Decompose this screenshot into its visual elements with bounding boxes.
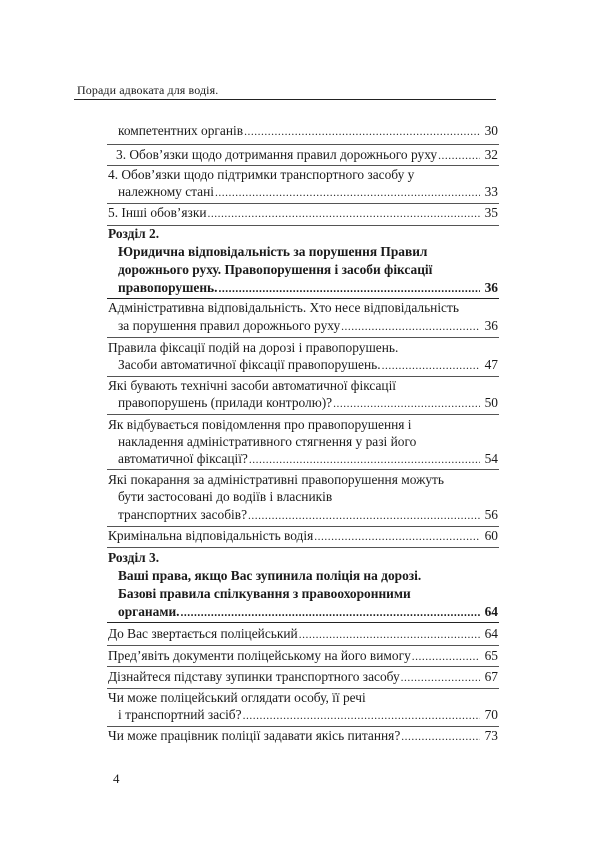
toc-entry-title: і транспортний засіб? xyxy=(118,707,242,722)
toc-entry-page: 36 xyxy=(484,318,498,333)
toc-entry-page: 30 xyxy=(484,123,498,138)
toc-entry[interactable] xyxy=(118,183,498,202)
entry-separator xyxy=(107,337,499,338)
leader-dots xyxy=(244,123,480,141)
leader-dots xyxy=(248,507,480,525)
leader-dots xyxy=(314,528,480,546)
toc-entry[interactable] xyxy=(108,625,498,644)
leader-dots xyxy=(299,626,480,644)
toc-entry-title: належному стані xyxy=(118,184,215,199)
leader-dots xyxy=(249,451,480,469)
entry-separator xyxy=(107,666,499,667)
section-2-title: Юридична відповідальність за порушення Правил xyxy=(118,244,428,259)
section-3-title: Ваші права, якщо Вас зупинила поліція на дорозі. xyxy=(118,568,422,583)
toc-entry-page: 56 xyxy=(484,507,498,522)
toc-entry-title: компетентних органів xyxy=(118,123,244,138)
toc-entry[interactable] xyxy=(118,122,498,141)
toc-entry-page: 73 xyxy=(484,728,498,743)
toc-entry[interactable] xyxy=(118,506,498,525)
toc-entry-line: 4. Обов’язки щодо підтримки транспортного засобу у xyxy=(108,167,415,182)
toc-entry[interactable] xyxy=(118,450,498,469)
toc-entry-page: 36 xyxy=(484,280,498,295)
leader-dots xyxy=(412,648,480,666)
toc-entry-page: 32 xyxy=(484,147,498,162)
header-rule xyxy=(74,99,496,100)
toc-entry-page: 47 xyxy=(484,357,498,372)
entry-separator xyxy=(107,225,499,226)
entry-separator xyxy=(107,469,499,470)
toc-entry-page: 64 xyxy=(484,604,498,619)
toc-entry-page: 50 xyxy=(484,395,498,410)
leader-dots xyxy=(181,604,480,622)
section-3-label: Розділ 3. xyxy=(108,550,160,565)
toc-entry[interactable] xyxy=(108,527,498,546)
leader-dots xyxy=(208,205,480,223)
toc-entry[interactable] xyxy=(118,706,498,725)
entry-separator xyxy=(107,414,499,415)
leader-dots xyxy=(438,147,480,165)
toc-entry-title: Чи може працівник поліції задавати якісь питання? xyxy=(108,728,401,743)
toc-entry-page: 65 xyxy=(484,648,498,663)
toc-entry-line: накладення адміністративного стягнення у разі його xyxy=(118,434,417,449)
toc-entry[interactable] xyxy=(108,727,498,746)
toc-entry-title: автоматичної фіксації? xyxy=(118,451,248,466)
leader-dots xyxy=(333,395,480,413)
toc-entry-title: органами. xyxy=(118,604,180,619)
leader-dots xyxy=(401,669,480,687)
toc-entry-line: Правила фіксації подій на дорозі і правопорушень. xyxy=(108,340,399,355)
toc-entry[interactable] xyxy=(108,668,498,687)
toc-entry-title: 3. Обов’язки щодо дотримання правил дорожнього руху xyxy=(116,147,438,162)
toc-entry-page: 35 xyxy=(484,205,498,220)
toc-entry-title: транспортних засобів? xyxy=(118,507,248,522)
toc-entry[interactable] xyxy=(108,647,498,666)
toc-entry-page: 70 xyxy=(484,707,498,722)
toc-entry-page: 33 xyxy=(484,184,498,199)
running-head: Поради адвоката для водія. xyxy=(77,83,219,97)
toc-entry-title: за порушення правил дорожнього руху xyxy=(118,318,341,333)
section-2-label: Розділ 2. xyxy=(108,226,160,241)
toc-entry-title: До Вас звертається поліцейський xyxy=(108,626,298,641)
toc-entry[interactable] xyxy=(108,204,498,223)
entry-separator xyxy=(107,645,499,646)
toc-entry-title: правопорушень (прилади контролю)? xyxy=(118,395,333,410)
leader-dots xyxy=(215,184,480,202)
toc-entry-line: бути застосовані до водіїв і власників xyxy=(118,489,333,504)
page-number: 4 xyxy=(113,771,120,786)
toc-entry-title: 5. Інші обов’язки xyxy=(108,205,207,220)
leader-dots xyxy=(401,728,480,746)
section-2-title: дорожнього руху. Правопорушення і засоби фіксації xyxy=(118,262,433,277)
toc-entry-title: правопорушень. xyxy=(118,280,218,295)
toc-entry[interactable] xyxy=(118,317,498,336)
toc-entry[interactable] xyxy=(118,356,498,375)
toc-entry-line: Адміністративна відповідальність. Хто несе відповідальність xyxy=(108,300,459,315)
toc-entry[interactable] xyxy=(118,603,498,622)
toc-entry-page: 54 xyxy=(484,451,498,466)
toc-entry[interactable] xyxy=(116,146,498,165)
toc-entry-line: Які бувають технічні засоби автоматичної фіксації xyxy=(108,378,397,393)
toc-entry-line: Які покарання за адміністративні правопорушення можуть xyxy=(108,472,444,487)
leader-dots xyxy=(341,318,480,336)
section-3-title: Базові правила спілкування з правоохоронними xyxy=(118,586,411,601)
toc-entry-title: Засоби автоматичної фіксації правопорушень. xyxy=(118,357,381,372)
toc-entry-title: Дізнайтеся підставу зупинки транспортного засобу xyxy=(108,669,400,684)
toc-entry-title: Пред’явіть документи поліцейському на його вимогу xyxy=(108,648,411,663)
toc-entry-page: 60 xyxy=(484,528,498,543)
toc-entry[interactable] xyxy=(118,394,498,413)
toc-entry[interactable] xyxy=(118,279,498,298)
leader-dots xyxy=(243,707,480,725)
toc-entry-line: Як відбувається повідомлення про правопорушення і xyxy=(108,417,412,432)
toc-entry-page: 67 xyxy=(484,669,498,684)
toc-entry-title: Кримінальна відповідальність водія xyxy=(108,528,314,543)
toc-entry-page: 64 xyxy=(484,626,498,641)
leader-dots xyxy=(218,280,480,298)
leader-dots xyxy=(382,357,480,375)
section-separator xyxy=(107,622,499,623)
entry-separator xyxy=(107,547,499,548)
toc-entry-line: Чи може поліцейський оглядати особу, її речі xyxy=(108,690,366,705)
entry-separator xyxy=(107,144,499,145)
